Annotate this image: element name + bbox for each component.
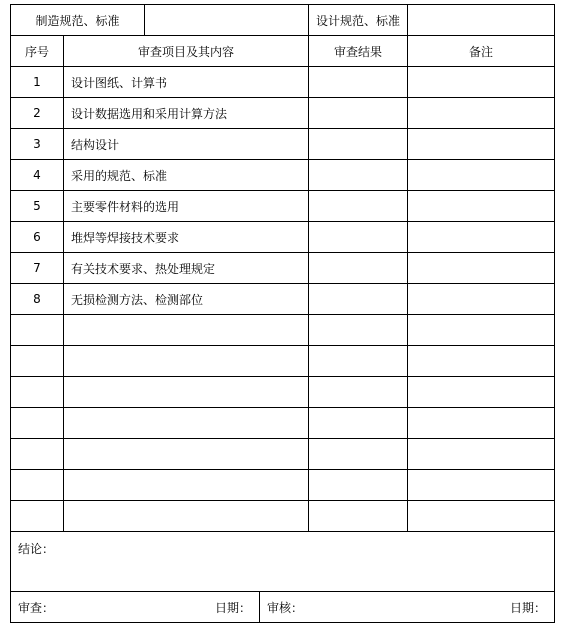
- row-note[interactable]: [408, 346, 555, 377]
- row-note[interactable]: [408, 160, 555, 191]
- row-result[interactable]: [309, 67, 408, 98]
- row-note[interactable]: [408, 470, 555, 501]
- row-note[interactable]: [408, 191, 555, 222]
- manufacturing-std-label: 制造规范、标准: [11, 5, 145, 36]
- table-row: [11, 315, 555, 346]
- row-note[interactable]: [408, 67, 555, 98]
- manufacturing-std-value[interactable]: [145, 5, 309, 36]
- audit-label: 审核：: [267, 600, 304, 615]
- review-sign-cell[interactable]: [11, 592, 260, 623]
- signoff-row: [11, 592, 555, 623]
- review-label: 审查：: [18, 600, 55, 615]
- row-item: [64, 377, 309, 408]
- row-seq: [11, 377, 64, 408]
- row-result[interactable]: [309, 470, 408, 501]
- row-seq: 5: [11, 191, 64, 222]
- row-note[interactable]: [408, 377, 555, 408]
- row-item: [64, 439, 309, 470]
- row-result[interactable]: [309, 129, 408, 160]
- row-result[interactable]: [309, 222, 408, 253]
- row-seq: 1: [11, 67, 64, 98]
- table-row: [11, 98, 555, 129]
- review-rows: [11, 67, 555, 532]
- table-row: [11, 501, 555, 532]
- row-item: [64, 470, 309, 501]
- review-table: [10, 4, 555, 623]
- row-seq: [11, 439, 64, 470]
- row-result[interactable]: [309, 408, 408, 439]
- row-note[interactable]: [408, 222, 555, 253]
- table-row: [11, 470, 555, 501]
- table-row: [11, 284, 555, 315]
- row-seq: [11, 408, 64, 439]
- row-item: [64, 315, 309, 346]
- table-row: [11, 439, 555, 470]
- row-result[interactable]: [309, 501, 408, 532]
- row-seq: 7: [11, 253, 64, 284]
- row-seq: [11, 501, 64, 532]
- header-item: 审查项目及其内容: [64, 36, 309, 67]
- row-item: [64, 408, 309, 439]
- row-result[interactable]: [309, 191, 408, 222]
- row-note[interactable]: [408, 501, 555, 532]
- row-note[interactable]: [408, 253, 555, 284]
- row-seq: 4: [11, 160, 64, 191]
- header-result: 审查结果: [309, 36, 408, 67]
- row-item: 堆焊等焊接技术要求: [64, 222, 309, 253]
- row-seq: 3: [11, 129, 64, 160]
- row-result[interactable]: [309, 98, 408, 129]
- audit-date-label: 日期：: [510, 600, 547, 615]
- row-note[interactable]: [408, 98, 555, 129]
- conclusion-row: [11, 532, 555, 592]
- row-result[interactable]: [309, 284, 408, 315]
- row-item: 结构设计: [64, 129, 309, 160]
- standards-row: [11, 5, 555, 36]
- row-item: [64, 501, 309, 532]
- row-item: 设计图纸、计算书: [64, 67, 309, 98]
- row-note[interactable]: [408, 129, 555, 160]
- row-seq: 2: [11, 98, 64, 129]
- row-item: 采用的规范、标准: [64, 160, 309, 191]
- row-note[interactable]: [408, 439, 555, 470]
- table-row: [11, 160, 555, 191]
- row-result[interactable]: [309, 315, 408, 346]
- row-result[interactable]: [309, 346, 408, 377]
- table-row: [11, 191, 555, 222]
- header-row: [11, 36, 555, 67]
- header-note: 备注: [408, 36, 555, 67]
- row-item: 有关技术要求、热处理规定: [64, 253, 309, 284]
- review-form: [10, 4, 554, 622]
- table-row: [11, 253, 555, 284]
- conclusion-label: 结论：: [18, 542, 55, 556]
- row-result[interactable]: [309, 160, 408, 191]
- row-seq: [11, 315, 64, 346]
- table-row: [11, 408, 555, 439]
- row-item: 无损检测方法、检测部位: [64, 284, 309, 315]
- row-seq: [11, 346, 64, 377]
- table-row: [11, 67, 555, 98]
- header-seq: 序号: [11, 36, 64, 67]
- row-result[interactable]: [309, 377, 408, 408]
- table-row: [11, 377, 555, 408]
- audit-sign-cell[interactable]: [260, 592, 555, 623]
- row-note[interactable]: [408, 315, 555, 346]
- row-item: 主要零件材料的选用: [64, 191, 309, 222]
- design-std-value[interactable]: [408, 5, 555, 36]
- row-result[interactable]: [309, 439, 408, 470]
- row-seq: [11, 470, 64, 501]
- row-item: 设计数据选用和采用计算方法: [64, 98, 309, 129]
- conclusion-cell[interactable]: [11, 532, 555, 592]
- row-seq: 6: [11, 222, 64, 253]
- row-seq: 8: [11, 284, 64, 315]
- row-item: [64, 346, 309, 377]
- table-row: [11, 129, 555, 160]
- table-row: [11, 346, 555, 377]
- design-std-label: 设计规范、标准: [309, 5, 408, 36]
- table-row: [11, 222, 555, 253]
- row-note[interactable]: [408, 284, 555, 315]
- review-date-label: 日期：: [215, 600, 252, 615]
- row-result[interactable]: [309, 253, 408, 284]
- row-note[interactable]: [408, 408, 555, 439]
